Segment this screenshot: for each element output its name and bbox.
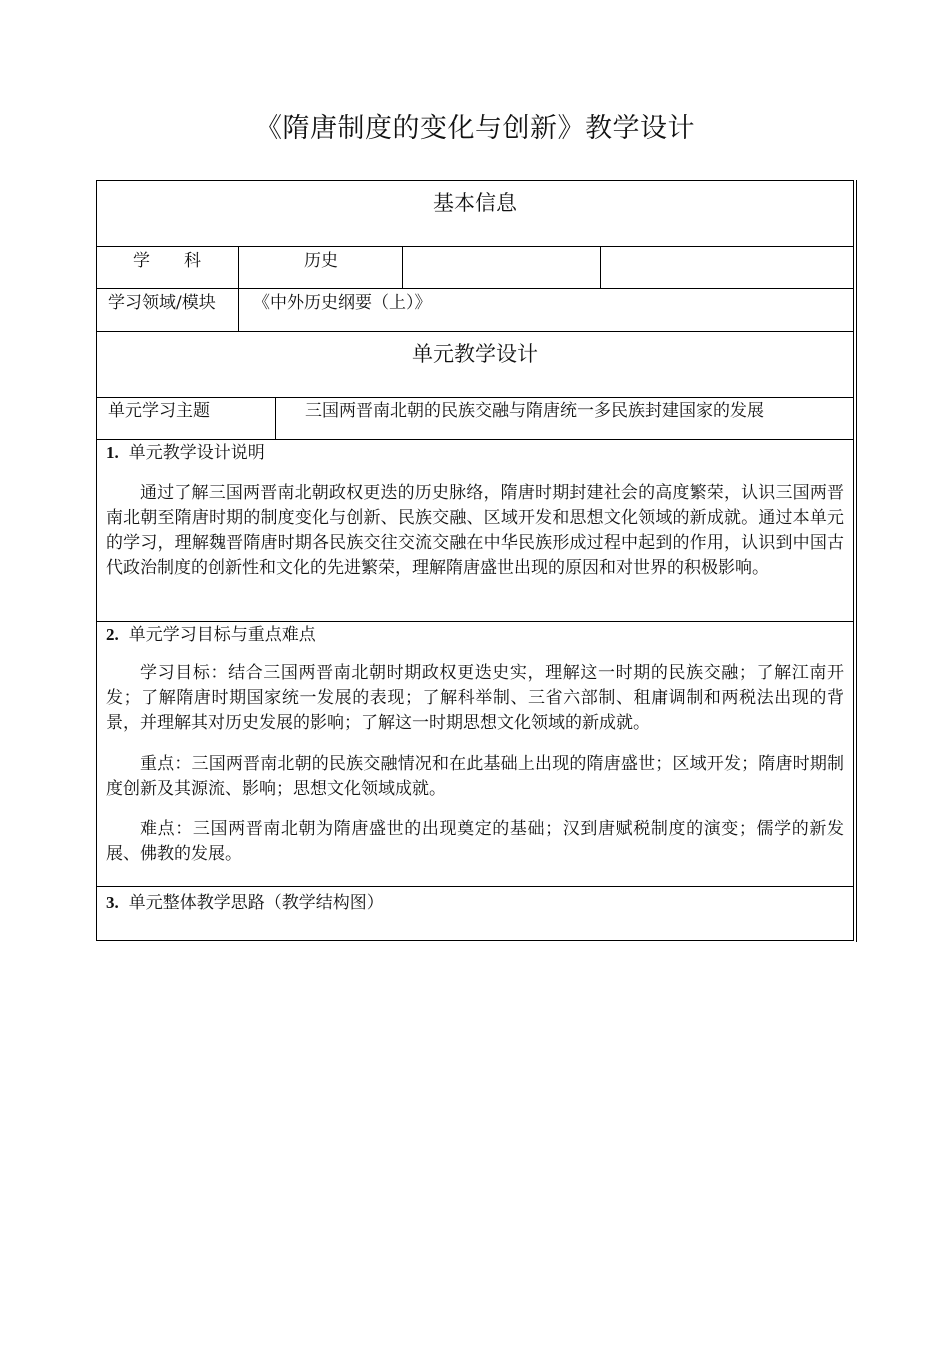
lesson-design-table xyxy=(96,180,854,941)
section-1-number: 1. xyxy=(106,443,119,462)
domain-label: 学习领域/模块 xyxy=(108,293,216,313)
key-points-paragraph: 重点：三国两晋南北朝的民族交融情况和在此基础上出现的隋唐盛世；区域开发；隋唐时期制度创新及其源流、影响；思想文化领域成就。 xyxy=(106,754,844,799)
section-1-title: 单元教学设计说明 xyxy=(128,443,265,463)
column-divider xyxy=(402,247,403,288)
unit-design-heading: 单元教学设计 xyxy=(412,342,538,366)
section-2-number: 2. xyxy=(106,625,119,644)
section-2-title: 单元学习目标与重点难点 xyxy=(128,625,316,645)
theme-value: 三国两晋南北朝的民族交融与隋唐统一多民族封建国家的发展 xyxy=(305,401,764,421)
row-divider xyxy=(97,439,853,440)
basic-info-heading: 基本信息 xyxy=(433,191,517,215)
row-divider xyxy=(97,331,853,332)
difficulties-paragraph: 难点：三国两晋南北朝为隋唐盛世的出现奠定的基础；汉到唐赋税制度的演变；儒学的新发展、佛教的发展。 xyxy=(106,819,844,864)
column-divider xyxy=(275,398,276,439)
row-divider xyxy=(97,621,853,622)
subject-value: 历史 xyxy=(304,251,338,271)
column-divider xyxy=(600,247,601,288)
learning-goals-paragraph: 学习目标：结合三国两晋南北朝时期政权更迭史实，理解这一时期的民族交融；了解江南开发；了解隋唐时期国家统一发展的表现；了解科举制、三省六部制、租庸调制和两税法出现的背景，并理解其对历史发展的影响；了解这一时期思想文化领域的新成就。 xyxy=(106,663,844,733)
section-3-heading xyxy=(106,892,384,914)
domain-value: 《中外历史纲要（上）》 xyxy=(253,293,432,313)
section-1-paragraph: 通过了解三国两晋南北朝政权更迭的历史脉络，隋唐时期封建社会的高度繁荣，认识三国两晋南北朝至隋唐时期的制度变化与创新、民族交融、区域开发和思想文化领域的新成就。通过本单元的学习，理解魏晋隋唐时期各民族交往交流交融在中华民族形成过程中起到的作用，认识到中国古代政治制度的创新性和文化的先进繁荣，理解隋唐盛世出现的原因和对世界的积极影响。 xyxy=(106,483,844,578)
section-3-title: 单元整体教学思路（教学结构图） xyxy=(128,893,384,913)
row-divider xyxy=(97,886,853,887)
subject-label: 学 科 xyxy=(133,251,201,271)
row-divider xyxy=(97,288,853,289)
theme-label: 单元学习主题 xyxy=(108,401,210,421)
column-divider xyxy=(238,247,239,331)
section-1-heading xyxy=(106,442,265,464)
row-divider xyxy=(97,246,853,247)
row-divider xyxy=(97,397,853,398)
document-title: 《隋唐制度的变化与创新》教学设计 xyxy=(255,113,695,144)
section-3-number: 3. xyxy=(106,893,119,912)
section-2-heading xyxy=(106,624,316,646)
